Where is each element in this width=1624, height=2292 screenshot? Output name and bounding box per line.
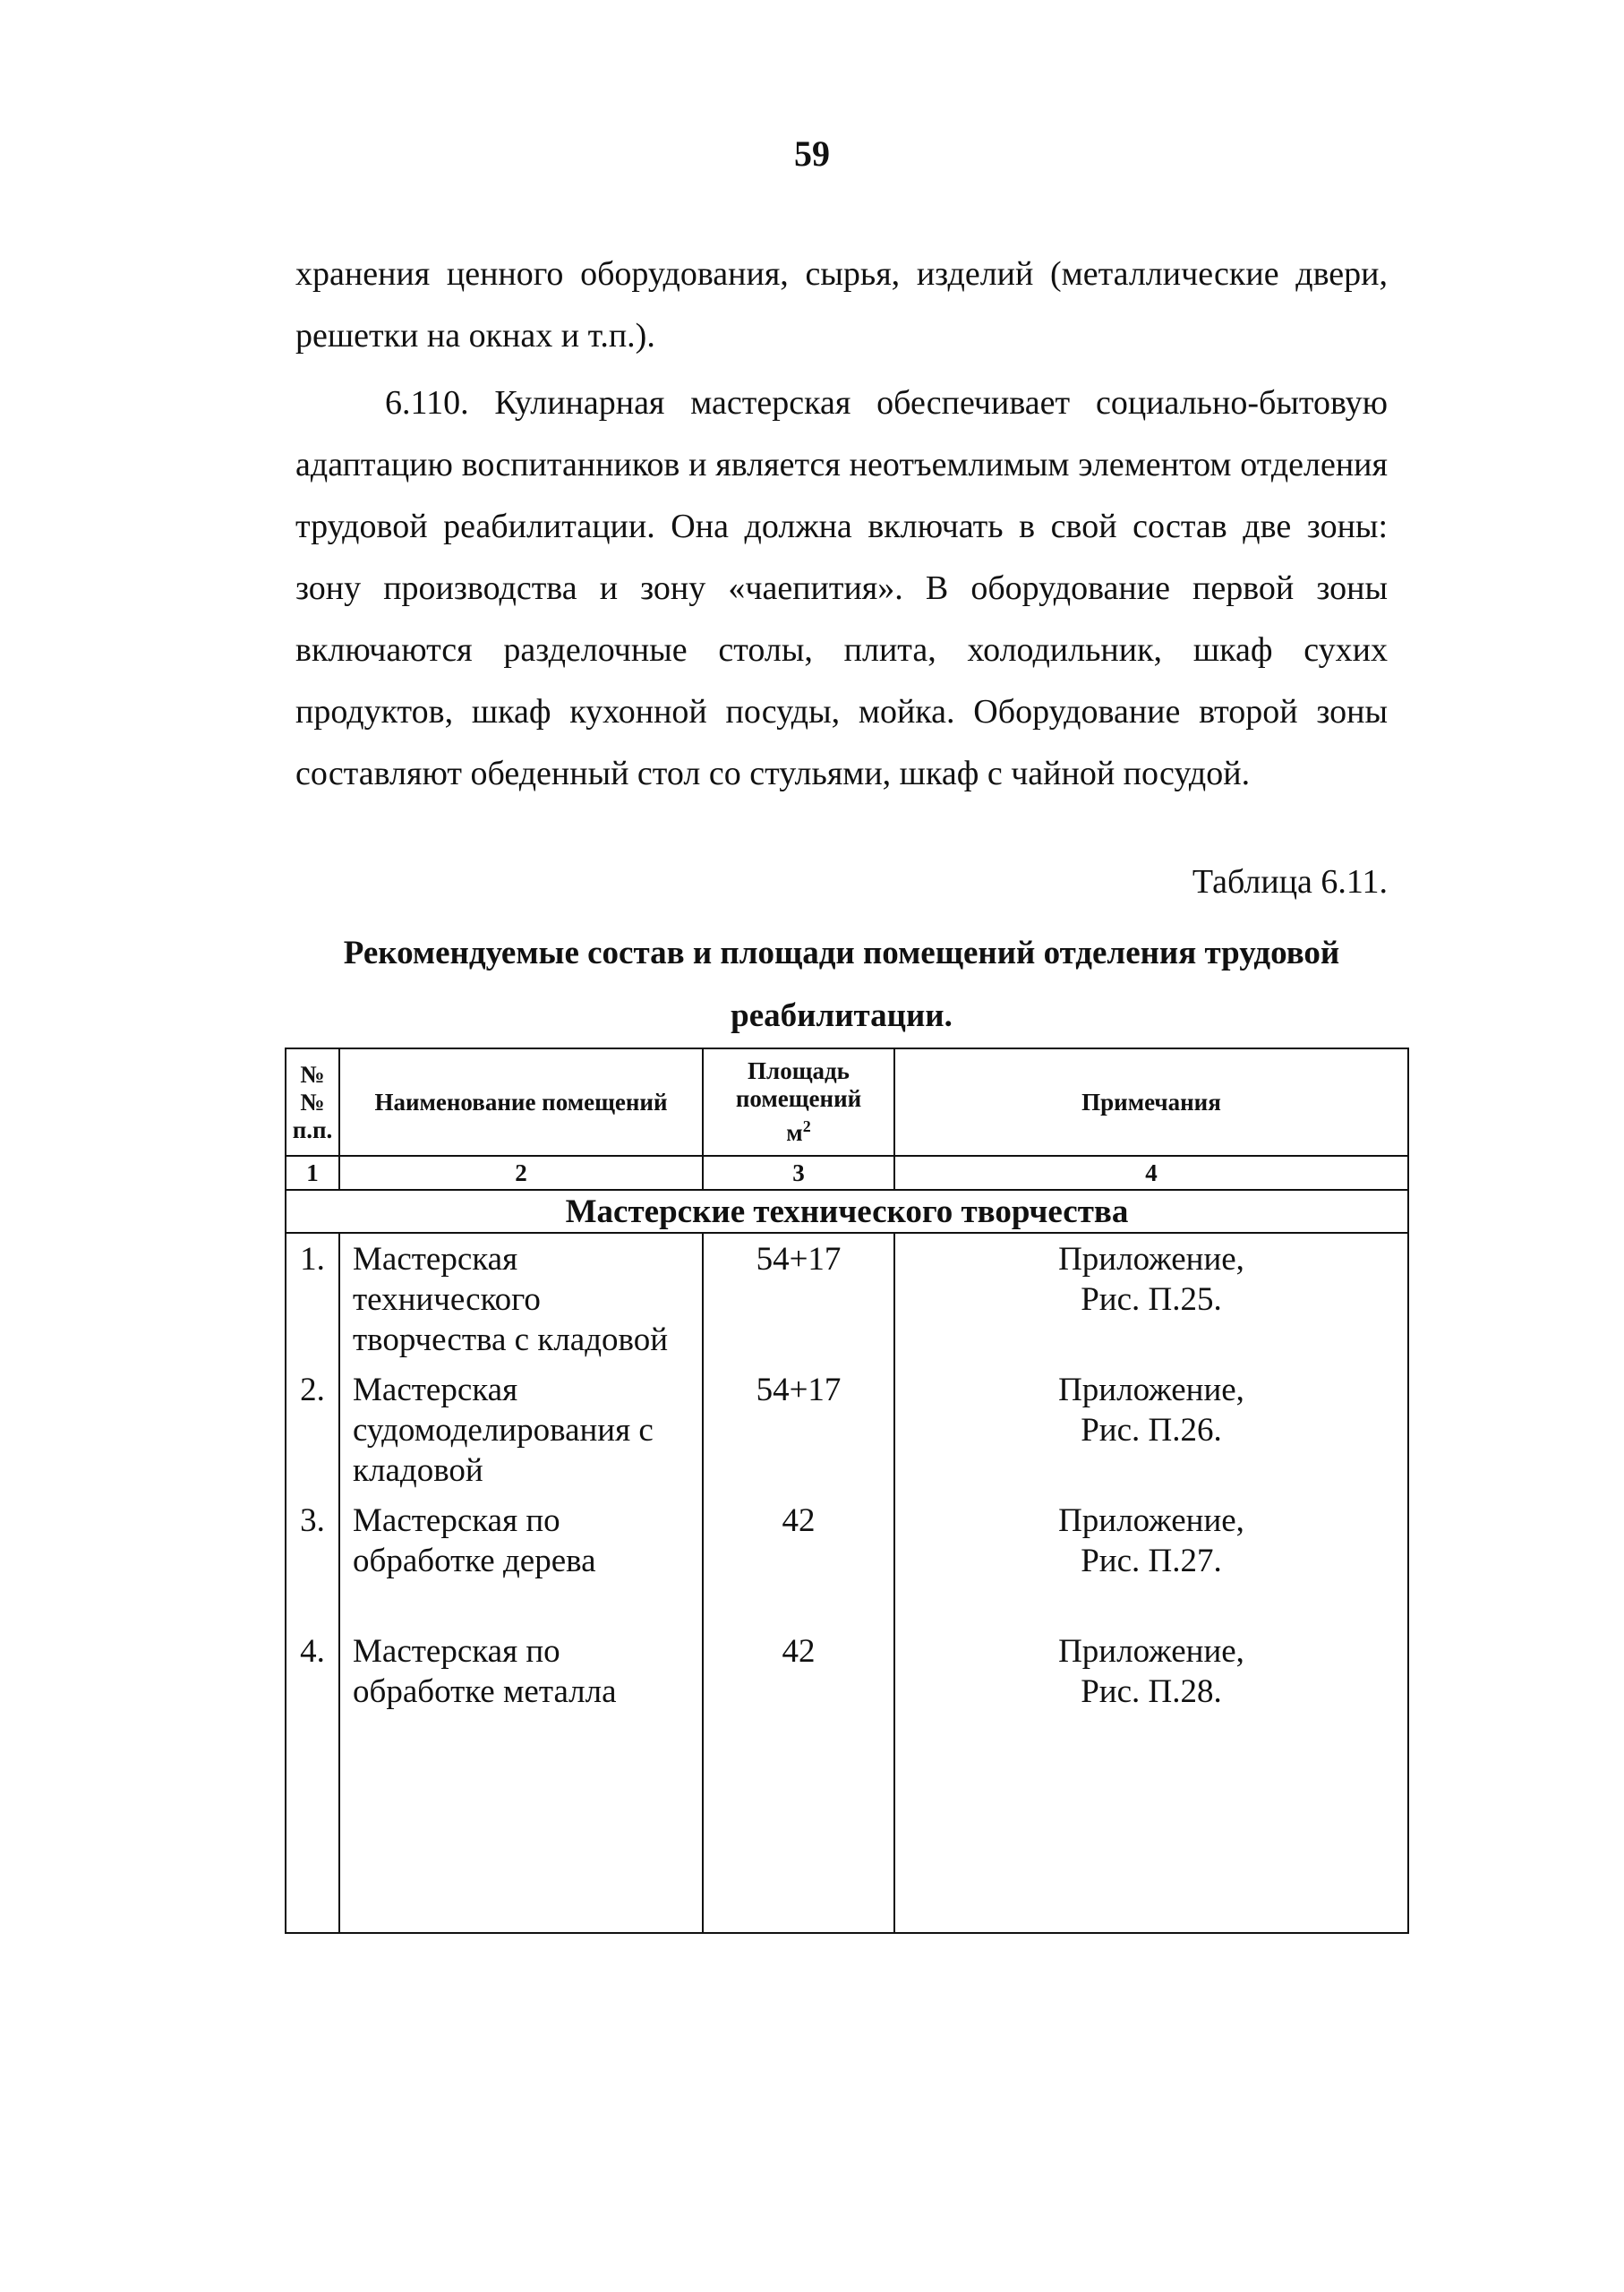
header-area-line2: помещений: [735, 1085, 862, 1112]
column-number-row: [286, 1156, 1408, 1190]
row-area: 42: [703, 1495, 894, 1626]
row-note-line1: Приложение,: [1058, 1241, 1244, 1278]
header-name: Наименование помещений: [339, 1048, 703, 1156]
header-area-line1: Площадь: [748, 1057, 850, 1084]
row-num: 1.: [286, 1233, 339, 1364]
row-area: 54+17: [703, 1233, 894, 1364]
column-number: 2: [339, 1156, 703, 1190]
row-note: [894, 1495, 1408, 1626]
row-note-line2: Рис. П.25.: [1081, 1281, 1222, 1318]
row-num: 4.: [286, 1626, 339, 1757]
table-row: [286, 1233, 1408, 1364]
section-title: Мастерские технического творчества: [286, 1190, 1408, 1233]
row-note-line2: Рис. П.26.: [1081, 1412, 1222, 1449]
header-num-line1: №: [300, 1060, 325, 1088]
row-num: 2.: [286, 1364, 339, 1495]
paragraph-6-110: 6.110. Кулинарная мастерская обеспечивает социально-бытовую адаптацию воспитанников и является неотъемлимым элементом отделения трудовой реабилитации. Она должна включать в свой состав две зоны: зону производства и зону «чаепития». В оборудование первой зоны включаются разделочные столы, плита, холодильник, шкаф сухих продуктов, шкаф кухонной посуды, мойка. Оборудование второй зоны составляют обеденный стол со стульями, шкаф с чайной посудой.: [295, 384, 1388, 792]
row-note-line2: Рис. П.28.: [1081, 1673, 1222, 1710]
row-num: 3.: [286, 1495, 339, 1626]
row-name: Мастерская судомоделирования с кладовой: [339, 1364, 703, 1495]
filler-cell: [894, 1757, 1408, 1933]
table-label: Таблица 6.11.: [1192, 863, 1388, 901]
filler-cell: [339, 1757, 703, 1933]
filler-cell: [286, 1757, 339, 1933]
filler-cell: [703, 1757, 894, 1933]
row-note: [894, 1626, 1408, 1757]
header-area-unit: м: [786, 1119, 803, 1146]
page-number: 59: [794, 133, 830, 174]
header-note: Примечания: [894, 1048, 1408, 1156]
header-area-unit-wrap: [704, 1113, 893, 1147]
row-area: 42: [703, 1626, 894, 1757]
row-note: [894, 1364, 1408, 1495]
column-number: 4: [894, 1156, 1408, 1190]
paragraph-continuation: хранения ценного оборудования, сырья, изделий (металлические двери, решетки на окнах и т.п.).: [295, 255, 1388, 355]
row-name: Мастерская по обработке дерева: [339, 1495, 703, 1626]
table-header-row: [286, 1048, 1408, 1156]
header-num-line2: №: [300, 1088, 325, 1116]
row-note-line1: Приложение,: [1058, 1502, 1244, 1539]
row-note-line1: Приложение,: [1058, 1633, 1244, 1670]
body-text: [295, 244, 1388, 805]
row-note-line2: Рис. П.27.: [1081, 1543, 1222, 1579]
column-number: 3: [703, 1156, 894, 1190]
row-area: 54+17: [703, 1364, 894, 1495]
section-row: [286, 1190, 1408, 1233]
table-row: [286, 1364, 1408, 1495]
table-filler-row: [286, 1757, 1408, 1933]
header-area-unit-sup: 2: [802, 1117, 811, 1135]
table-row: [286, 1495, 1408, 1626]
row-note: [894, 1233, 1408, 1364]
row-name: Мастерская технического творчества с кладовой: [339, 1233, 703, 1364]
rooms-table: [285, 1048, 1409, 1934]
column-number: 1: [286, 1156, 339, 1190]
header-num-line3: п.п.: [292, 1116, 333, 1143]
header-num: [286, 1048, 339, 1156]
row-name: Мастерская по обработке металла: [339, 1626, 703, 1757]
header-area: [703, 1048, 894, 1156]
table-title: Рекомендуемые состав и площади помещений отделения трудовой реабилитации.: [343, 935, 1340, 1034]
table-row: [286, 1626, 1408, 1757]
row-note-line1: Приложение,: [1058, 1372, 1244, 1408]
